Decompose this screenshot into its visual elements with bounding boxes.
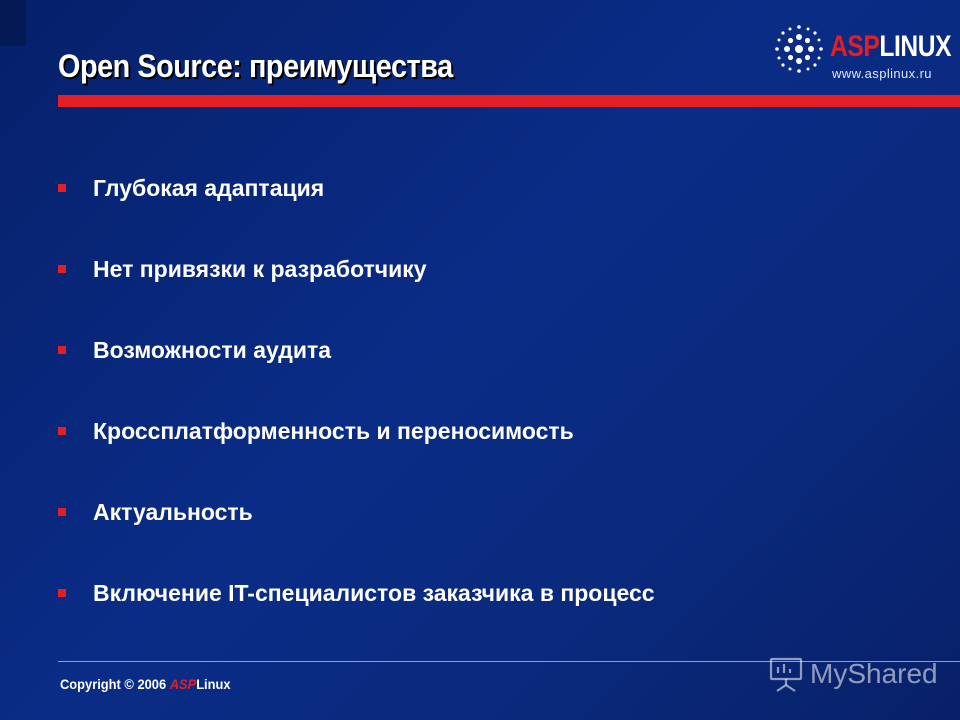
bullet-item [58,332,655,413]
bullet-item [58,251,655,332]
bullet-item [58,494,655,575]
copyright-prefix: Copyright © 2006 [60,676,170,692]
slide-title: Open Source: преимущества [58,48,453,84]
bullet-text: Глубокая адаптация [93,175,325,201]
bullet-text: Включение IT-специалистов заказчика в процесс [93,580,655,606]
bullet-square-icon [58,184,66,192]
logo-url: www.asplinux.ru [832,66,932,81]
myshared-watermark [768,654,938,694]
copyright-brand-asp: ASP [169,676,197,692]
bullet-square-icon [58,265,66,273]
bullet-item [58,413,655,494]
bullet-square-icon [58,346,66,354]
bullet-text: Актуальность [93,499,253,525]
bullet-list [58,170,655,656]
logo-linux-text: LINUX [879,30,952,63]
bullet-square-icon [58,589,66,597]
corner-shade [0,0,26,46]
bullet-square-icon [58,508,66,516]
copyright-brand-linux: Linux [196,676,231,692]
watermark-text: MyShared [810,658,938,689]
copyright-notice [60,676,231,692]
logo-asp-text: ASP [830,30,880,63]
logo-wordmark [830,30,951,64]
bullet-text: Нет привязки к разработчику [93,256,427,282]
presentation-screen-icon [768,655,804,693]
bullet-text: Кроссплатформенность и переносимость [93,418,574,444]
bullet-text: Возможности аудита [93,337,332,363]
bullet-item [58,575,655,656]
title-underline-bar [58,95,960,107]
bullet-square-icon [58,427,66,435]
bullet-item [58,170,655,251]
asplinux-logo [774,20,952,90]
logo-dots-icon [774,24,824,74]
